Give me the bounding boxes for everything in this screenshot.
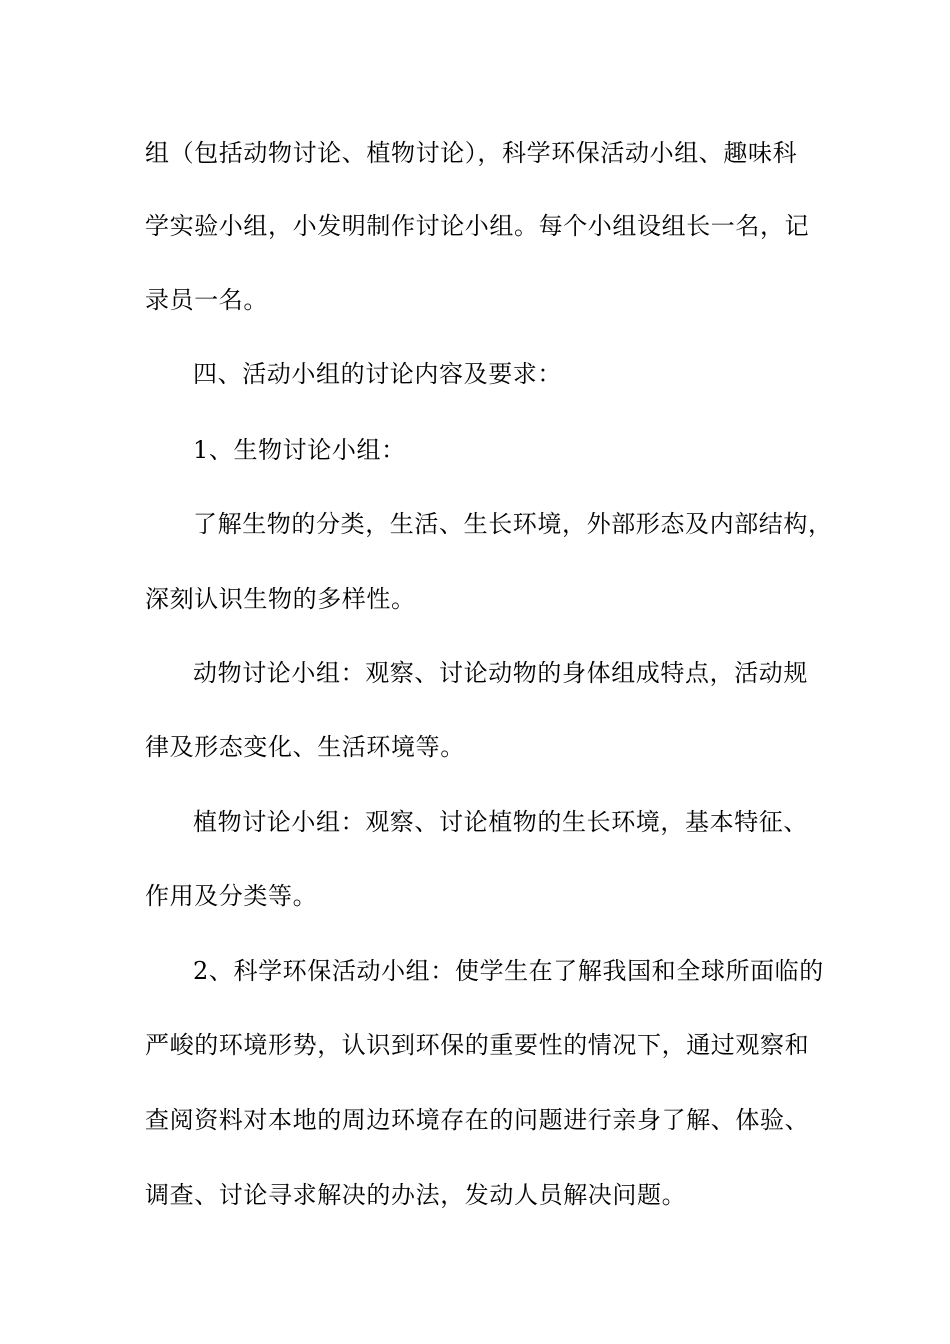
subsection-heading: 1、生物讨论小组：	[193, 436, 406, 464]
text-line: 了解生物的分类，生活、生长环境，外部形态及内部结构，	[193, 510, 833, 538]
text-line: 学实验小组，小发明制作讨论小组。每个小组设组长一名，记	[145, 212, 810, 240]
text-line: 调查、讨论寻求解决的办法，发动人员解决问题。	[145, 1181, 687, 1209]
text-line: 深刻认识生物的多样性。	[145, 585, 416, 613]
text-line: 律及形态变化、生活环境等。	[145, 733, 465, 761]
text-line: 组（包括动物讨论、植物讨论），科学环保活动小组、趣味科	[145, 139, 798, 167]
subsection-heading: 2、科学环保活动小组：使学生在了解我国和全球所面临的	[193, 957, 824, 985]
section-heading: 四、活动小组的讨论内容及要求：	[193, 360, 562, 388]
text-line: 动物讨论小组：观察、讨论动物的身体组成特点，活动规	[193, 659, 808, 687]
text-line: 植物讨论小组：观察、讨论植物的生长环境，基本特征、	[193, 808, 808, 836]
text-line: 作用及分类等。	[145, 882, 318, 910]
text-line: 严峻的环境形势，认识到环保的重要性的情况下，通过观察和	[145, 1031, 810, 1059]
text-line: 录员一名。	[145, 286, 268, 314]
text-line: 查阅资料对本地的周边环境存在的问题进行亲身了解、体验、	[145, 1106, 810, 1134]
